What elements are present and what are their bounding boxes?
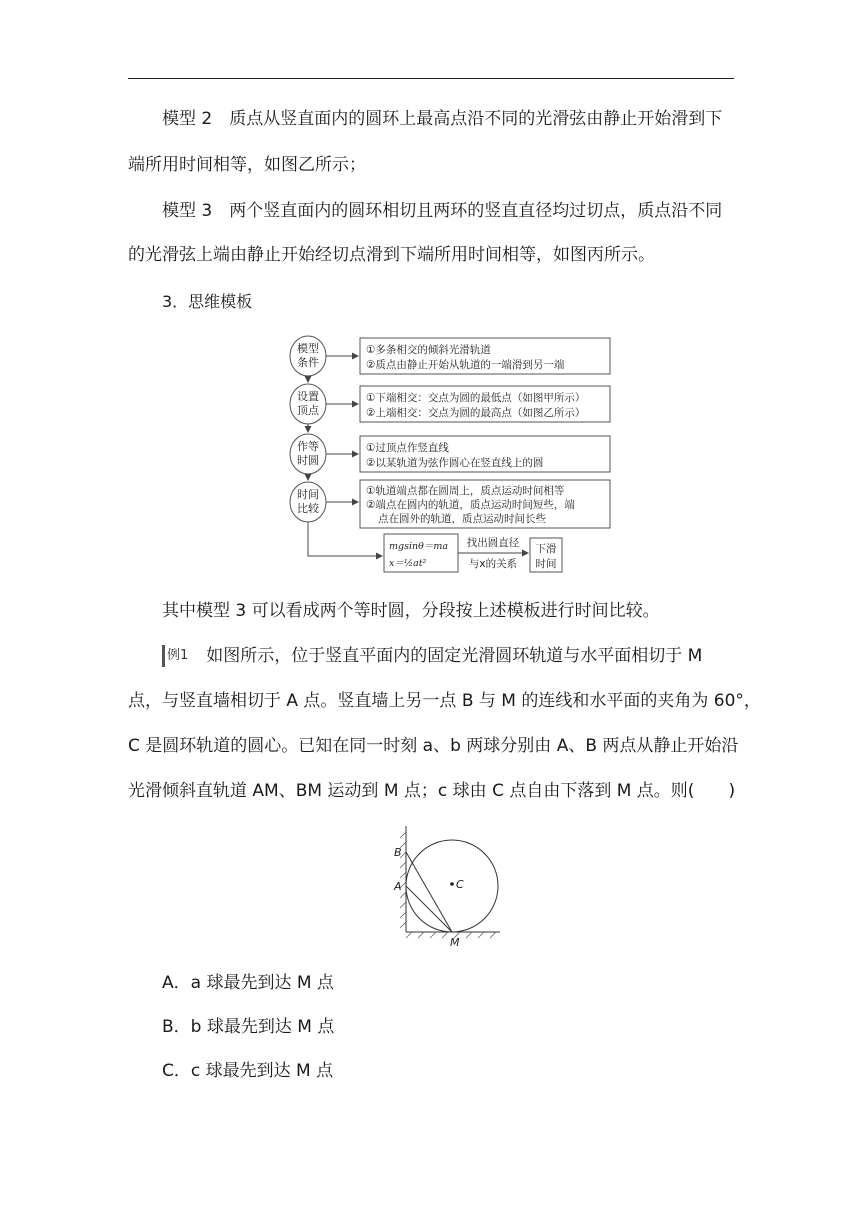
example-line1-text: 如图所示，位于竖直平面内的固定光滑圆环轨道与水平面相切于 M <box>206 646 703 666</box>
step-3-line-1: ①过顶点作竖直线 <box>366 442 449 454</box>
step-3-label-2: 时圆 <box>297 454 319 467</box>
step-4 <box>290 482 326 522</box>
step-4-line-1: ①轨道端点都在圆周上，质点运动时间相等 <box>366 485 565 497</box>
step-4-label-2: 比较 <box>297 502 319 515</box>
model3-line2: 的光滑弦上端由静止开始经切点滑到下端所用时间相等，如图丙所示。 <box>128 245 655 265</box>
section-heading: 3．思维模板 <box>162 292 253 311</box>
option-a[interactable]: A．a 球最先到达 M 点 <box>162 973 334 993</box>
example-tag: 例1 <box>162 645 192 667</box>
point-B-label: B <box>394 846 402 859</box>
mid-label-1: 找出圆直径 <box>466 537 520 549</box>
step-3 <box>290 434 326 474</box>
step-2 <box>290 384 326 424</box>
summary-line: 其中模型 3 可以看成两个等时圆，分段按上述模板进行时间比较。 <box>162 601 660 621</box>
step-2-line-1: ①下端相交：交点为圆的最低点（如图甲所示） <box>366 392 586 404</box>
step-3-label-1: 作等 <box>297 440 319 453</box>
step-4-line-2: ②端点在圆内的轨道，质点运动时间短些，端 <box>366 499 575 511</box>
point-M-label: M <box>450 936 460 949</box>
mid-label-2: 与x的关系 <box>468 558 518 570</box>
formula-1: mgsinθ＝ma <box>389 541 449 552</box>
thinking-template-flowchart <box>284 334 620 578</box>
model2-line2: 端所用时间相等，如图乙所示； <box>128 155 366 175</box>
model3-line1: 模型 3 两个竖直面内的圆环相切且两环的竖直直径均过切点，质点沿不同 <box>162 201 723 221</box>
option-b[interactable]: B．b 球最先到达 M 点 <box>162 1017 335 1037</box>
step-2-label-1: 设置 <box>297 390 319 403</box>
step-1-label-2: 条件 <box>297 356 319 369</box>
step-2-label-2: 顶点 <box>297 404 319 417</box>
step-4-label-1: 时间 <box>297 488 319 501</box>
example-line1 <box>162 645 774 667</box>
step-1 <box>290 336 326 376</box>
example-line3: C 是圆环轨道的圆心。已知在同一时刻 a、b 两球分别由 A、B 两点从静止开始沿 <box>128 736 739 756</box>
step-1-line-2: ②质点由静止开始从轨道的一端滑到另一端 <box>366 359 565 371</box>
formula-2: x＝½at² <box>389 558 427 569</box>
model2-line1: 模型 2 质点从竖直面内的圆环上最高点沿不同的光滑弦由静止开始滑到下 <box>162 109 723 129</box>
point-A-label: A <box>394 880 402 893</box>
step-4-line-3: 点在圆外的轨道，质点运动时间长些 <box>378 513 546 525</box>
end-label-2: 时间 <box>535 558 557 570</box>
step-3-line-2: ②以某轨道为弦作圆心在竖直线上的圆 <box>366 457 544 469</box>
point-C-label: C <box>456 878 464 891</box>
example-line4: 光滑倾斜直轨道 AM、BM 运动到 M 点；c 球由 C 点自由下落到 M 点。则( ) <box>128 781 736 801</box>
step-1-line-1: ①多条相交的倾斜光滑轨道 <box>366 344 491 356</box>
option-c[interactable]: C．c 球最先到达 M 点 <box>162 1061 334 1081</box>
end-label-1: 下滑 <box>535 543 557 555</box>
example-line2: 点，与竖直墙相切于 A 点。竖直墙上另一点 B 与 M 的连线和水平面的夹角为 60°， <box>128 691 761 711</box>
circle-track-figure <box>388 822 506 950</box>
top-rule <box>128 78 734 79</box>
step-1-label-1: 模型 <box>297 342 319 355</box>
step-2-line-2: ②上端相交：交点为圆的最高点（如图乙所示） <box>366 407 586 419</box>
